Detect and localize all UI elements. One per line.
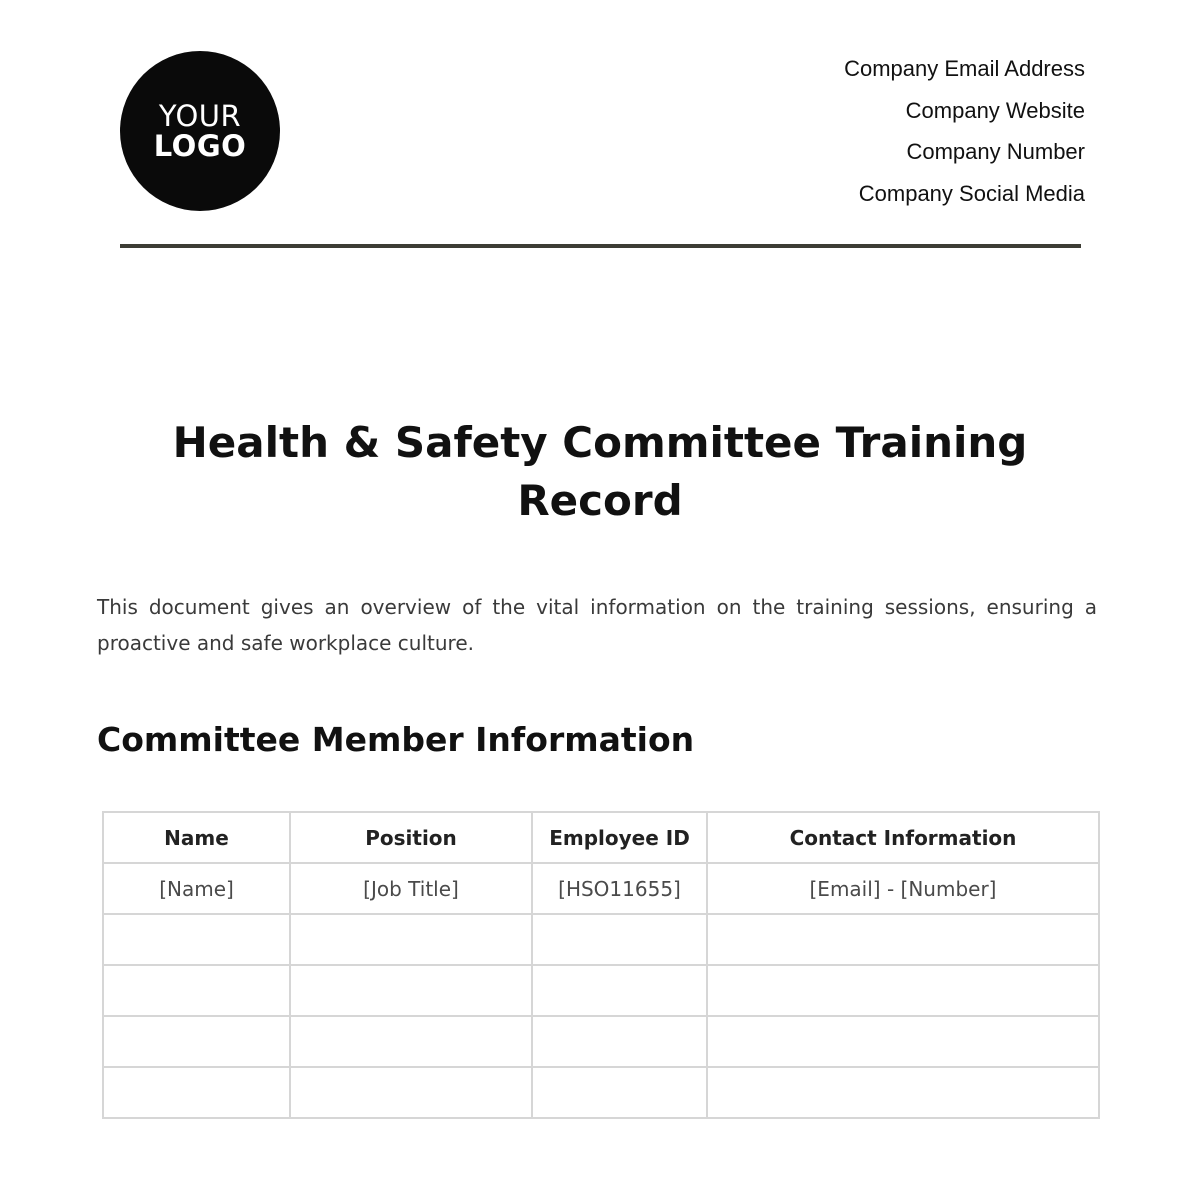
document-title: Health & Safety Committee Training Record (172, 418, 1028, 525)
column-header-employee-id: Employee ID (532, 812, 707, 863)
cell-employee-id: [HSO11655] (532, 863, 707, 914)
table-row (103, 1067, 1099, 1118)
table-row (103, 914, 1099, 965)
cell-name (103, 965, 290, 1016)
cell-position (290, 914, 532, 965)
table-row (103, 1016, 1099, 1067)
company-logo (120, 51, 280, 211)
cell-position (290, 1067, 532, 1118)
cell-name (103, 1016, 290, 1067)
cell-employee-id (532, 965, 707, 1016)
header-divider (120, 244, 1081, 248)
cell-contact-information (707, 965, 1099, 1016)
company-website: Company Website (905, 97, 1085, 123)
cell-position (290, 965, 532, 1016)
cell-contact-information (707, 1067, 1099, 1118)
company-number: Company Number (906, 139, 1085, 165)
table-header-row (103, 812, 1099, 863)
cell-employee-id (532, 1016, 707, 1067)
cell-contact-information: [Email] - [Number] (707, 863, 1099, 914)
company-email: Company Email Address (844, 56, 1085, 81)
cell-position (290, 1016, 532, 1067)
cell-name (103, 914, 290, 965)
document-intro: This document gives an overview of the vital information on the training sessions, ensuring a proactive and safe workplace culture. (97, 595, 1097, 655)
logo-text-line-1: YOUR (158, 98, 242, 133)
cell-contact-information (707, 1016, 1099, 1067)
cell-employee-id (532, 914, 707, 965)
cell-name (103, 1067, 290, 1118)
logo-text-line-2: LOGO (153, 129, 247, 163)
table-row (103, 863, 1099, 914)
column-header-name: Name (103, 812, 290, 863)
committee-member-table (102, 811, 1100, 1119)
cell-name: [Name] (103, 863, 290, 914)
column-header-position: Position (290, 812, 532, 863)
company-contact-block (844, 52, 1085, 219)
cell-employee-id (532, 1067, 707, 1118)
company-social-media: Company Social Media (858, 181, 1085, 207)
cell-contact-information (707, 914, 1099, 965)
table-row (103, 965, 1099, 1016)
committee-section-heading: Committee Member Information (97, 720, 695, 759)
cell-position: [Job Title] (290, 863, 532, 914)
column-header-contact-information: Contact Information (707, 812, 1099, 863)
